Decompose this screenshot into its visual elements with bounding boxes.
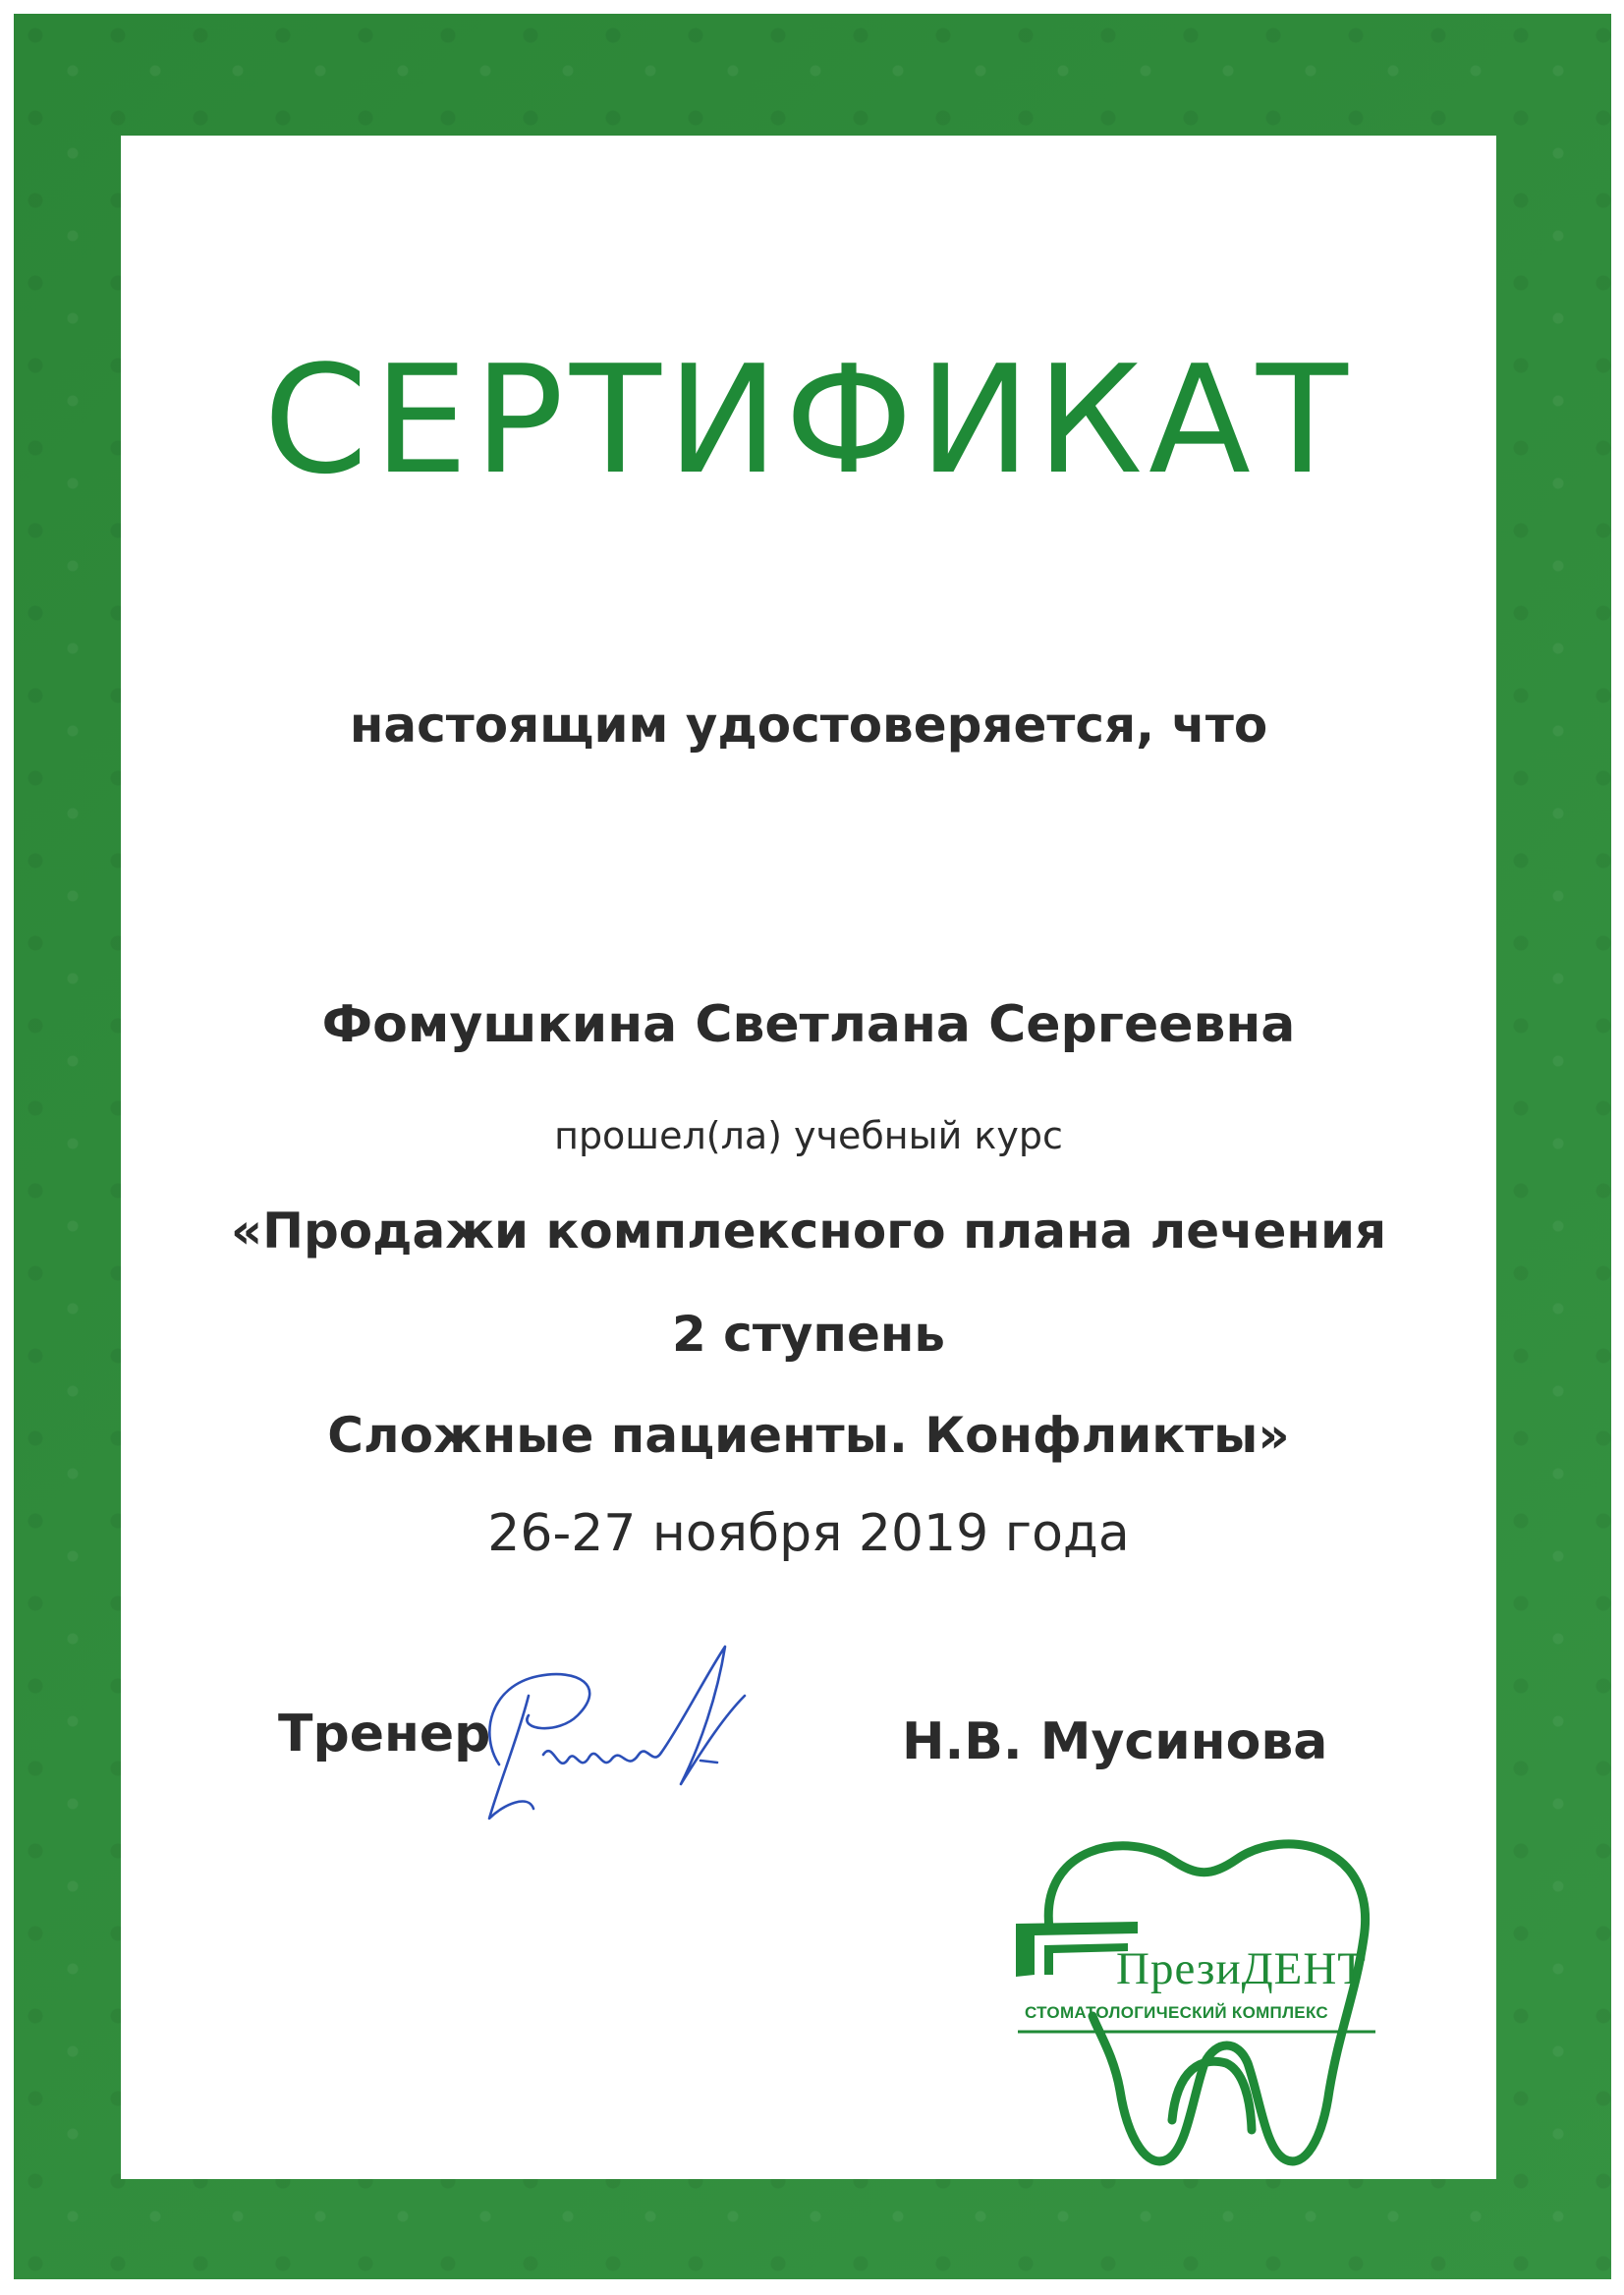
logo-brand-text: ПрезиДЕНТ	[1116, 1943, 1368, 1994]
passed-course-text: прошел(ла) учебный курс	[554, 1114, 1063, 1157]
course-title-line-3: Сложные пациенты. Конфликты»	[327, 1407, 1290, 1464]
certificate-intro: настоящим удостоверяется, что	[349, 697, 1268, 754]
course-dates: 26-27 ноября 2019 года	[487, 1504, 1130, 1563]
logo-subtitle-text: СТОМАТОЛОГИЧЕСКИЙ КОМПЛЕКС	[1025, 2003, 1328, 2022]
certificate-title: СЕРТИФИКАТ	[263, 333, 1354, 507]
recipient-name: Фомушкина Светлана Сергеевна	[321, 995, 1296, 1054]
course-title-line-1: «Продажи комплексного плана лечения	[230, 1203, 1387, 1259]
trainer-signature	[460, 1637, 764, 1833]
course-title-line-2: 2 ступень	[671, 1306, 946, 1363]
certificate-sheet	[121, 136, 1496, 2179]
trainer-name: Н.В. Мусинова	[902, 1712, 1328, 1771]
trainer-label: Тренер	[278, 1705, 491, 1763]
